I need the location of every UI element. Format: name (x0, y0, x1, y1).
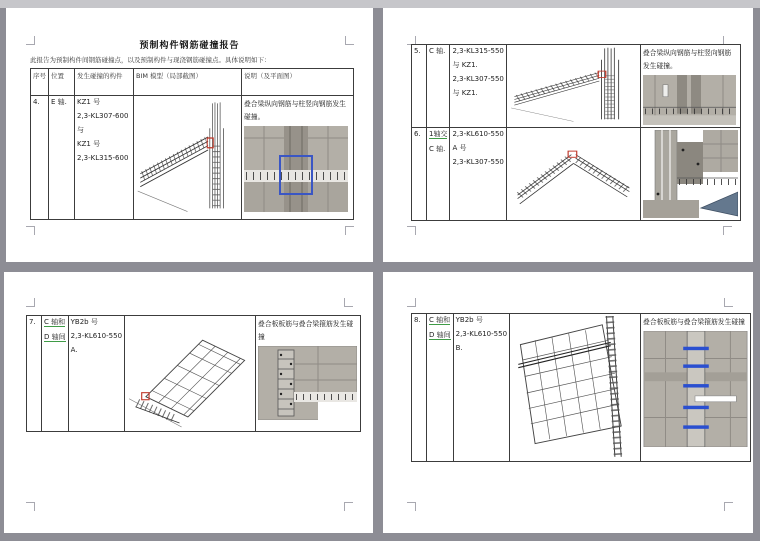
bim-beam-column-3d-image (136, 98, 239, 217)
cell-location: 1轴交 C 轴. (427, 128, 450, 221)
cell-members: YB2b 号 2,3-KL610-550 B. (453, 314, 509, 462)
report-table-page1 (30, 68, 354, 220)
cell-description: 叠合板板筋与叠合梁箍筋发生碰撞 (641, 314, 751, 462)
cell-seq: 7. (29, 318, 36, 326)
crop-mark (26, 502, 35, 511)
cell-members: YB2b 号 2,3-KL610-550 A. (68, 316, 124, 432)
crop-mark (407, 502, 416, 511)
col-header-desc: 说明（及平面图） (242, 69, 354, 96)
crop-mark (344, 298, 353, 307)
crop-mark (345, 226, 354, 235)
cell-bim-screenshot (125, 316, 256, 432)
cell-seq: 8. (414, 316, 421, 324)
cell-description: 叠合梁纵向钢筋与柱竖向钢筋发生碰撞。 (242, 96, 354, 220)
plan-view-image (258, 346, 357, 420)
cell-bim-screenshot (506, 128, 640, 221)
col-header-bim: BIM 模型（局部截图） (134, 69, 242, 96)
bim-beam-column-3d-image (509, 47, 638, 125)
report-table-page2 (411, 44, 741, 221)
page-2[interactable] (383, 8, 753, 262)
page-title: 预制构件钢筋碰撞报告 (139, 41, 240, 51)
crop-mark (407, 298, 416, 307)
bim-slab-mesh-3d-image (127, 318, 253, 429)
col-header-loc: 位置 (49, 69, 75, 96)
report-table-page3 (26, 315, 361, 432)
cell-location: E 轴. (51, 98, 67, 106)
bim-corner-beams-3d-image (509, 130, 638, 218)
crop-mark (26, 298, 35, 307)
cell-description (640, 128, 740, 221)
col-header-members: 发生碰撞的构件 (75, 69, 134, 96)
report-table-page4 (411, 313, 751, 462)
cell-bim-screenshot (134, 96, 242, 220)
col-header-seq: 序号 (31, 69, 49, 96)
crop-mark (407, 226, 416, 235)
table-row (412, 45, 741, 128)
plan-view-image (643, 130, 738, 218)
cell-location: C 轴. (429, 47, 446, 55)
crop-mark (724, 298, 733, 307)
page-1[interactable] (6, 8, 373, 262)
intro-paragraph: 此报告为预制构件间钢筋碰撞点，以及预制构件与现浇钢筋碰撞点。具体说明如下： (30, 56, 271, 64)
cell-description: 叠合梁纵向钢筋与柱竖向钢筋发生碰撞。 (640, 45, 740, 128)
crop-mark (723, 226, 732, 235)
cell-bim-screenshot (510, 314, 641, 462)
page-4[interactable] (383, 272, 753, 533)
cell-seq: 4. (33, 98, 40, 106)
cell-bim-screenshot (506, 45, 640, 128)
table-row (31, 96, 354, 220)
plan-view-image (643, 75, 736, 125)
plan-view-image (244, 126, 348, 212)
table-row (412, 314, 751, 462)
bim-slab-grid-rebar-3d-image (512, 316, 638, 459)
page-3[interactable] (4, 272, 373, 533)
cell-seq: 6. (414, 130, 421, 138)
cell-location: C 轴和 D 轴间 (42, 316, 69, 432)
table-row (27, 316, 361, 432)
app-top-strip (0, 0, 760, 8)
cell-members: 2,3-KL610-550 A 号 2,3-KL307-550 (450, 128, 506, 221)
cell-location: C 轴和 D 轴间 (427, 314, 454, 462)
cell-members: 2,3-KL315-550 与 KZ1. 2,3-KL307-550 与 KZ1. (450, 45, 506, 128)
plan-view-image (643, 331, 748, 447)
cell-description: 叠合板板筋与叠合梁箍筋发生碰撞 (256, 316, 361, 432)
table-row (412, 128, 741, 221)
cell-seq: 5. (414, 47, 421, 55)
cell-members: KZ1 号 2,3-KL307-600 与 KZ1 号 2,3-KL315-600 (75, 96, 134, 220)
crop-mark (344, 502, 353, 511)
crop-mark (26, 226, 35, 235)
crop-mark (724, 502, 733, 511)
